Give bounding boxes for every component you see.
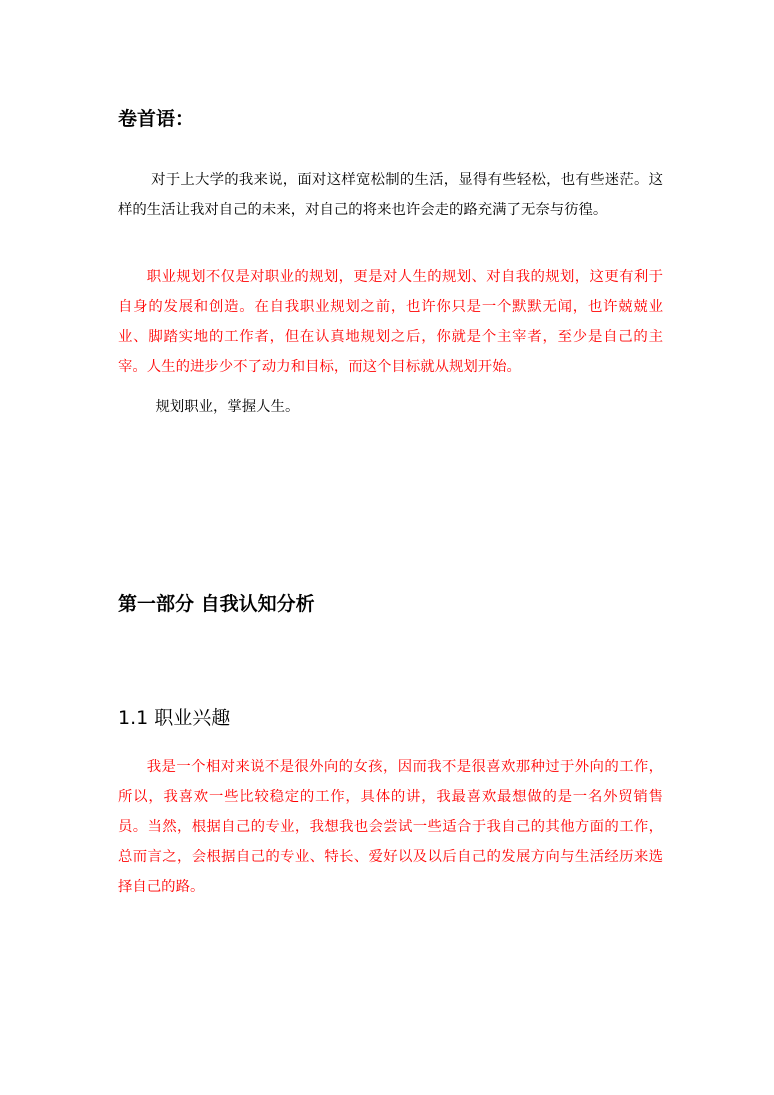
part-one-heading: 第一部分 自我认知分析 <box>118 593 315 615</box>
preface-paragraph-1: 对于上大学的我来说，面对这样宽松制的生活，显得有些轻松，也有些迷茫。这样的生活让我对自己的未来，对自己的将来也许会走的路充满了无奈与彷徨。 <box>118 172 663 218</box>
section-1-1-heading: 1.1 职业兴趣 <box>118 707 231 729</box>
preface-paragraph-3: 规划职业，掌握人生。 <box>155 399 300 415</box>
preface-paragraph-2: 职业规划不仅是对职业的规划，更是对人生的规划、对自我的规划，这更有利于自身的发展和创造。在自我职业规划之前，也许你只是一个默默无闻，也许兢兢业业、脚踏实地的工作者，但在认真地规划之后，你就是个主宰者，至少是自己的主宰。人生的进步少不了动力和目标，而这个目标就从规划开始。 <box>118 269 663 375</box>
section-1-1-paragraph: 我是一个相对来说不是很外向的女孩，因而我不是很喜欢那种过于外向的工作，所以，我喜欢一些比较稳定的工作，具体的讲，我最喜欢最想做的是一名外贸销售员。当然，根据自己的专业，我想我也会尝试一些适合于我自己的其他方面的工作，总而言之，会根据自己的专业、特长、爱好以及以后自己的发展方向与生活经历来选择自己的路。 <box>118 759 663 895</box>
preface-heading: 卷首语： <box>118 108 195 130</box>
